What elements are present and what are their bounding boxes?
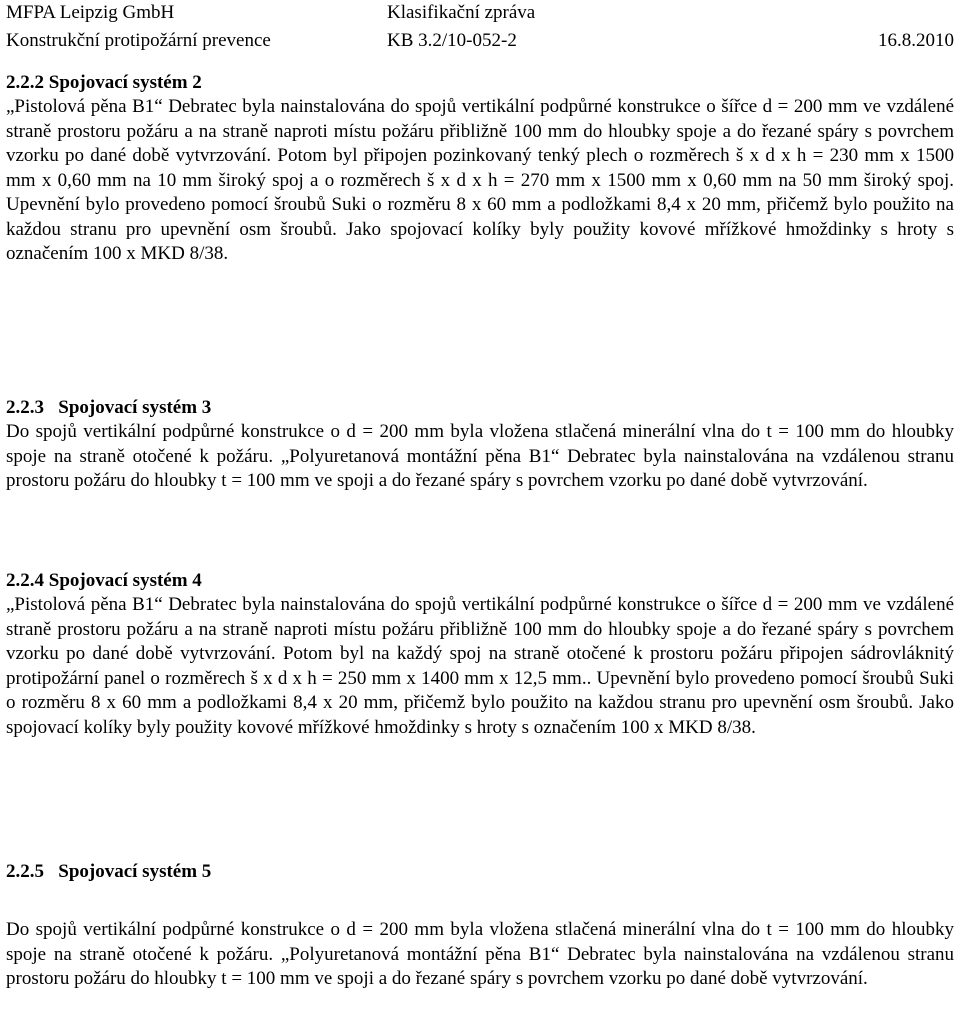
header-doc-number: KB 3.2/10-052-2	[387, 30, 517, 51]
section-heading: 2.2.3 Spojovací systém 3	[6, 397, 212, 418]
section-paragraph: „Pistolová pěna B1“ Debratec byla nainstalována do spojů vertikální podpůrné konstrukce o šířce d = 200 mm ve vzdálené straně prostoru požáru a na straně naproti místu požáru přibližně 100 mm do hloubky spoje a do řezané spáry s povrchem vzorku po dané době vytvrzování. Potom byl připojen pozinkovaný tenký plech o rozměrech š x d x h = 230 mm x 1500 mm x 0,60 mm na 10 mm široký spoj a o rozměrech š x d x h = 270 mm x 1500 mm x 0,60 mm na 50 mm široký spoj. Upevnění bylo provedeno pomocí šroubů Suki o rozměru 8 x 60 mm a podložkami 8,4 x 20 mm, přičemž bylo použito na každou stranu pro upevnění osm šroubů. Jako spojovací kolíky byly použity kovové mřížkové hmoždinky s hroty s označením 100 x MKD 8/38.	[6, 96, 954, 264]
section-2-2-2	[6, 71, 954, 267]
section-2-2-5	[6, 860, 954, 992]
header-date: 16.8.2010	[878, 30, 954, 51]
section-2-2-4	[6, 569, 954, 740]
header-company: MFPA Leipzig GmbH	[6, 2, 175, 23]
section-2-2-3	[6, 396, 954, 494]
page-header	[6, 0, 954, 56]
section-heading: 2.2.2 Spojovací systém 2	[6, 72, 202, 93]
header-doc-type: Klasifikační zpráva	[387, 2, 536, 23]
section-heading: 2.2.4 Spojovací systém 4	[6, 570, 202, 591]
section-paragraph: „Pistolová pěna B1“ Debratec byla nainstalována do spojů vertikální podpůrné konstrukce o šířce d = 200 mm ve vzdálené straně prostoru požáru a na straně naproti místu požáru přibližně 100 mm do hloubky spoje a do řezané spáry s povrchem vzorku po dané době vytvrzování. Potom byl na každý spoj na straně otočené k prostoru požáru připojen sádrovláknitý protipožární panel o rozměrech š x d x h = 250 mm x 1400 mm x 12,5 mm.. Upevnění bylo provedeno pomocí šroubů Suki o rozměru 8 x 60 mm a podložkami 8,4 x 20 mm, přičemž bylo použito na každou stranu pro upevnění osm šroubů. Jako spojovací kolíky byly použity kovové mřížkové hmoždinky s hroty s označením 100 x MKD 8/38.	[6, 594, 954, 738]
header-department: Konstrukční protipožární prevence	[6, 30, 271, 51]
section-paragraph: Do spojů vertikální podpůrné konstrukce o d = 200 mm byla vložena stlačená minerální vlna do t = 100 mm do hloubky spoje na straně otočené k požáru. „Polyuretanová montážní pěna B1“ Debratec byla nainstalována na vzdálenou stranu prostoru požáru do hloubky t = 100 mm ve spoji a do řezané spáry s povrchem vzorku po dané době vytvrzování.	[6, 421, 954, 491]
header-row-1	[6, 1, 954, 25]
header-row-2	[6, 29, 954, 53]
document-page	[6, 0, 954, 989]
section-paragraph: Do spojů vertikální podpůrné konstrukce o d = 200 mm byla vložena stlačená minerální vlna do t = 100 mm do hloubky spoje na straně otočené k požáru. „Polyuretanová montážní pěna B1“ Debratec byla nainstalována na vzdálenou stranu prostoru požáru do hloubky t = 100 mm ve spoji a do řezané spáry s povrchem vzorku po dané době vytvrzování.	[6, 919, 954, 989]
section-heading: 2.2.5 Spojovací systém 5	[6, 861, 212, 882]
